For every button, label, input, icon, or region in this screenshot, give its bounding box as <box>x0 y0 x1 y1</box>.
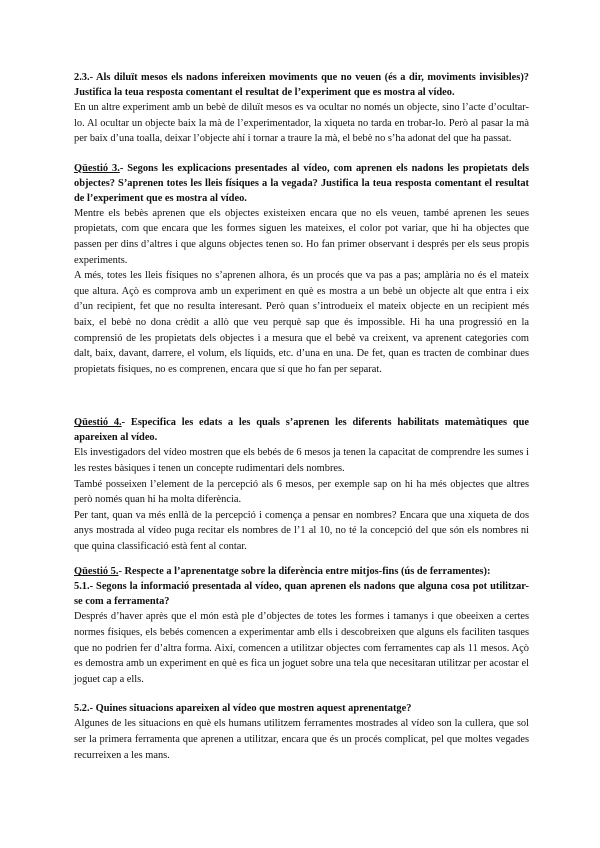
answer-5-2-paragraph: Algunes de les situacions en què els humans utilitzem ferramentes mostrades al vídeo son la cullera, que sol ser la primera ferramenta que aprenen a utilitzar, encara que és un procés complicat, pel que moltes vegades recurreixen a les mans. <box>74 718 529 761</box>
question-4-label: Qüestió 4. <box>74 417 122 429</box>
question-2-3-heading: 2.3.- Als diluït mesos els nadons infereixen moviments que no veuen (és a dir, moviments invisibles)? Justifica la teua resposta comentant el resultat de l’experiment que es mostra al vídeo. <box>74 72 529 98</box>
question-5-1-heading: 5.1.- Segons la informació presentada al vídeo, quan aprenen els nadons que alguna cosa pot utilitzar-se com a ferramenta? <box>74 581 529 608</box>
question-3-heading: Qüestió 3.- Segons les explicacions presentades al vídeo, com aprenen els nadons les propietats dels objectes? S’aprenen totes les lleis físiques a la vegada? Justifica la teua resposta comentant el resultat de l’experiment que es mostra al vídeo. <box>74 162 530 204</box>
answer-4-paragraph-2: També posseixen l’element de la percepció als 6 mesos, per exemple sap on hi ha més objectes que altres però només quan hi ha molta diferència. <box>74 478 529 506</box>
answer-3-paragraph-1: Mentre els bebès aprenen que els objectes existeixen encara que no els veuen, també aprenen les seues propietats, com que encara que les formes siguen les mateixes, el color pot variar, que hi ha objectes que passen per dins d’altres i que alguns objectes tenen so. Ho fan primer observant i després per els seus propis experiments. <box>74 207 529 266</box>
question-4-heading: Qüestió 4.- Especifica les edats a les quals s’aprenen les diferents habilitats matemàtiques que apareixen al vídeo. <box>74 417 529 444</box>
answer-2-3-paragraph: En un altre experiment amb un bebè de diluït mesos es va ocultar no només un objecte, sino l’acte d’ocultar-lo. Al ocultar un objecte baix la mà de l’experimentador, la xiqueta no tarda en trobar-lo. Però al pasar la mà per baix d’una toalla, deixar l’objecte ahí i tornar a traure la mà, el bebè no s’ha adonat del que ha passat. <box>74 102 529 145</box>
question-5-heading: Qüestió 5.- Respecte a l’aprenentatge sobre la diferència entre mitjos-fins (ús de ferramentes): <box>74 566 491 578</box>
answer-4-paragraph-3: Per tant, quan va més enllà de la percepció i comença a pensar en nombres? Encara que una xiqueta de dos anys mostrada al vídeo puga recitar els nombres de l’1 al 10, no té la concepció del que són els nombres ni que quina classificació està fent al contar. <box>74 509 529 552</box>
question-5-label: Qüestió 5. <box>74 566 119 578</box>
question-5-2-heading: 5.2.- Quines situacions apareixen al vídeo que mostren aquest aprenentatge? <box>74 703 412 715</box>
answer-3-paragraph-2: A més, totes les lleis físiques no s’aprenen alhora, és un procés que va pas a pas; amplària no és el mateix que altura. Açò es comprova amb un experiment en què es mostra a un bebè un objecte alt que entra i eix d’un recipient, fet que no resulta interesant. Però quan s’introdueix el mateix objecte en un recipient més baix, el bebè no dona crèdit a allò que veu perquè sap que és impossible. Hi ha una progressió en la comprensió de les propietats dels objectes i a mesura que el bebè va creixent, va aprenent categories com dalt, baix, davant, darrere, el volum, els líquids, etc. d’una en una. De fet, quan es tracten de combinar dues propietats físiques, no es comprenen, encara que sí que ho fan per separat. <box>74 270 529 375</box>
document-body <box>74 70 529 763</box>
question-3-label: Qüestió 3. <box>74 162 120 174</box>
answer-4-paragraph-1: Els investigadors del vídeo mostren que els bebés de 6 mesos ja tenen la capacitat de comprendre les sumes i les restes bàsiques i tenen un concepte rudimentari dels nombres. <box>74 447 529 474</box>
answer-5-1-paragraph: Després d’haver après que el món està ple d’objectes de totes les formes i tamanys i que obeeixen a certes normes físiques, els bebés comencen a experimentar amb ells i descobreixen que alguns els faciliten tasques que no podrien fer d’altra forma. Així, comencen a utilitzar objectes com ferramentes cap als 11 mesos. Açò es demostra amb un experiment en què es fica un joguet sobre una tela que necesitaran utilitzar per acostar el joguet cap a ells. <box>74 611 529 685</box>
